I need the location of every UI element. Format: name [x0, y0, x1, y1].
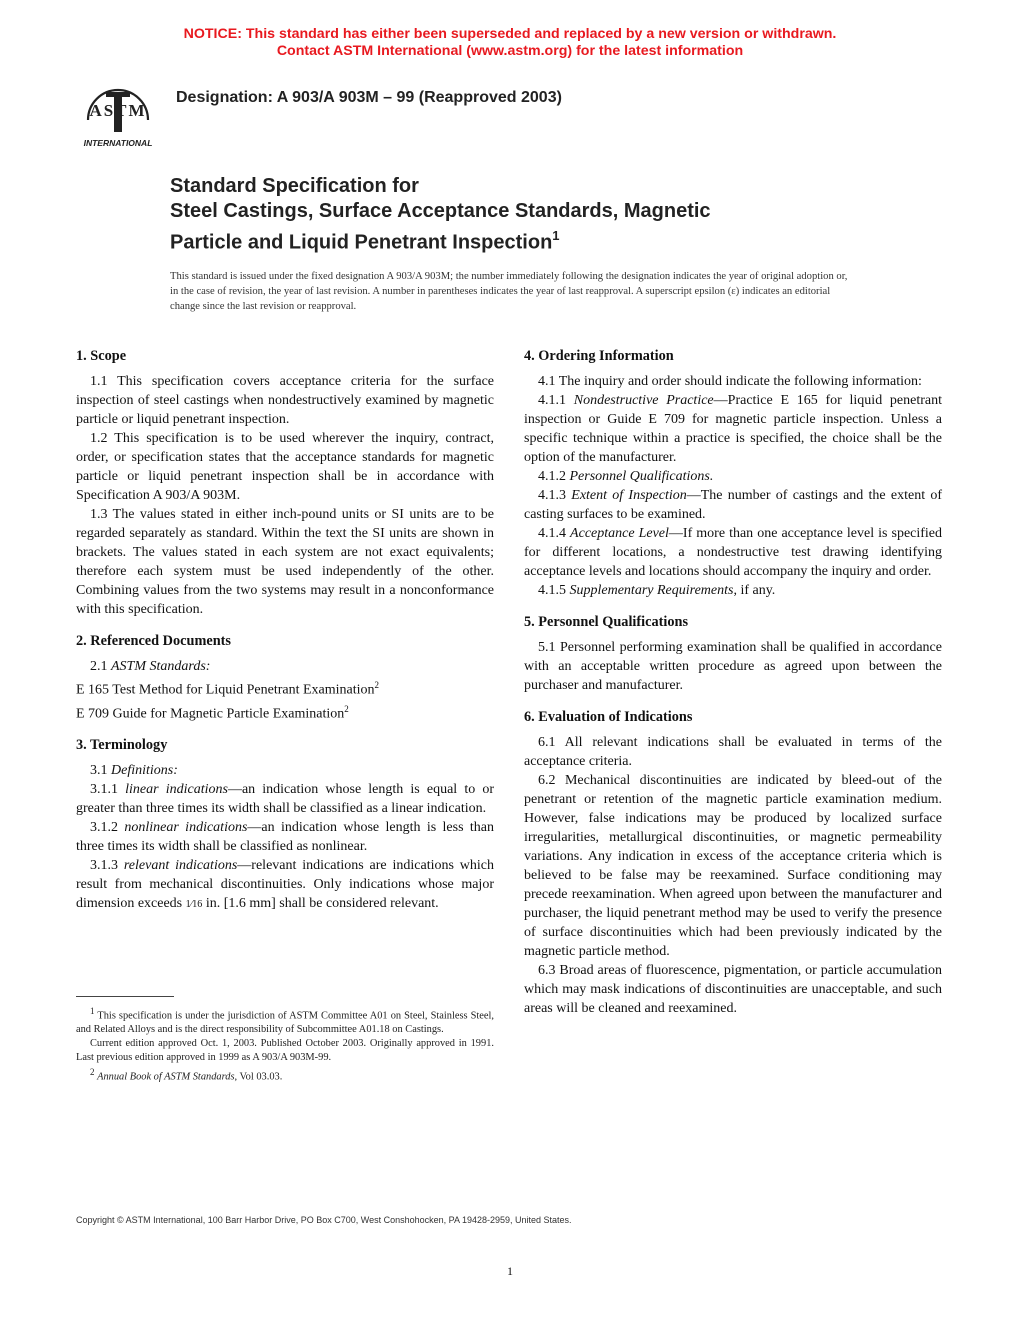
terminology-3-1-2-num: 3.1.2 — [90, 820, 118, 836]
terminology-3-1-3-text-a: —relevant indications are indications which result from mechanical discontinuities. Only indications whose major dimension exceeds — [76, 858, 494, 912]
terminology-3-1-2-text: —an indication whose length is less than three times its width shall be classified as nonlinear. — [76, 820, 494, 855]
supersede-notice — [0, 26, 1020, 60]
referenced-2-1 — [76, 657, 494, 676]
ordering-4-1-1-num: 4.1.1 — [538, 393, 566, 408]
ordering-4-1-4-term: Acceptance Level — [570, 526, 669, 541]
ordering-4-1-3-text: —The number of castings and the extent of casting surfaces to be examined. — [524, 488, 943, 522]
copyright-line: Copyright © ASTM International, 100 Barr Harbor Drive, PO Box C700, West Conshohocken, PA 19428-2959, United States. — [76, 1215, 572, 1225]
logo-letters: ASTM — [89, 101, 147, 120]
scope-1-2: 1.2 This specification is to be used wherever the inquiry, contract, order, or specification states that the acceptance standards for magnetic particle or liquid penetrant inspection shall be in accordance with Specification A 903/A 903M. — [76, 431, 494, 503]
terminology-3-1-2 — [76, 818, 494, 856]
footnote-2 — [76, 1065, 494, 1084]
reference-e709 — [76, 700, 494, 724]
evaluation-6-2: 6.2 Mechanical discontinuities are indicated by bleed-out of the penetrant or retention of the magnetic particle examination medium. However, false indications may be produced by localized surface irregularities, metallurgical discontinuities, or magnetic permeability variations. Any indication in excess of the acceptance criteria which is believed to be false may be reexamined. Surface conditioning may precede reexamination. When agreed upon between the manufacturer and purchaser, the liquid penetrant method may be used to verify the presence of surface discontinuities which had been previously indicated by the magnetic particle method. — [524, 773, 942, 959]
footnote-divider — [76, 996, 174, 997]
title-line-1: Standard Specification for — [170, 175, 419, 197]
evaluation-heading: 6. Evaluation of Indications — [524, 709, 693, 725]
footnotes — [76, 1004, 494, 1085]
section-evaluation — [524, 706, 942, 1018]
footnote-1-marker: 1 — [90, 1006, 95, 1016]
footnote-2-marker: 2 — [90, 1067, 95, 1078]
terminology-3-1 — [76, 761, 494, 780]
footnote-2-title: Annual Book of ASTM Standards — [97, 1071, 235, 1083]
terminology-3-1-1-term: linear indications — [125, 782, 228, 798]
section-ordering-information — [524, 345, 942, 600]
referenced-heading: 2. Referenced Documents — [76, 633, 231, 649]
referenced-2-1-num: 2.1 — [90, 659, 108, 674]
terminology-3-1-3-text-b: in. [1.6 mm] shall be considered relevant. — [202, 896, 439, 912]
ordering-4-1-1-term: Nondestructive Practice — [573, 393, 714, 408]
ordering-4-1-4-num: 4.1.4 — [538, 526, 566, 541]
title-line-3: Particle and Liquid Penetrant Inspection — [170, 231, 553, 254]
issue-note: This standard is issued under the fixed designation A 903/A 903M; the number immediately following the designation indicates the year of original adoption or, in the case of revision, the year of last revision. A number in parentheses indicates the year of last reapproval. A superscript epsilon (ε) indicates an editorial change since the last revision or reapproval. — [170, 271, 848, 312]
ordering-4-1-4 — [524, 524, 942, 581]
ordering-4-1-5-term: Supplementary Requirements — [569, 583, 734, 598]
ordering-4-1-2-num: 4.1.2 — [538, 469, 566, 484]
page-number: 1 — [507, 1264, 513, 1278]
scope-1-1: 1.1 This specification covers acceptance criteria for the surface inspection of steel castings when nondestructively examined by magnetic particle or liquid penetrant inspection. — [76, 374, 494, 427]
section-terminology — [76, 734, 494, 914]
ordering-4-1-4-text: —If more than one acceptance level is specified for different locations, a nondestructive test drawing identifying acceptance levels and locations should accompany the inquiry and order. — [524, 526, 943, 579]
left-column — [76, 345, 494, 925]
terminology-3-1-2-term: nonlinear indications — [124, 820, 248, 836]
ordering-4-1: 4.1 The inquiry and order should indicate the following information: — [538, 374, 922, 389]
reference-e165-text: E 165 Test Method for Liquid Penetrant Examination — [76, 682, 375, 698]
terminology-heading: 3. Terminology — [76, 737, 168, 754]
footnote-1 — [76, 1004, 494, 1037]
ordering-4-1-5-num: 4.1.5 — [538, 583, 566, 598]
reference-e165 — [76, 676, 494, 700]
terminology-3-1-title: Definitions: — [111, 763, 178, 779]
terminology-3-1-1 — [76, 780, 494, 818]
scope-heading: 1. Scope — [76, 348, 127, 364]
scope-1-3: 1.3 The values stated in either inch-pound units or SI units are to be regarded separately as standard. Within the text the SI units are shown in brackets. The values stated in each system are not exact equivalents; therefore each system must be used independently of the other. Combining values from the two systems may result in a nonconformance with this specification. — [76, 507, 494, 617]
section-scope — [76, 345, 494, 619]
right-column — [524, 345, 942, 1029]
ordering-4-1-3-term: Extent of Inspection — [571, 488, 687, 503]
section-personnel-qualifications — [524, 611, 942, 695]
astm-logo — [76, 74, 160, 150]
terminology-3-1-1-num: 3.1.1 — [90, 782, 118, 798]
section-referenced-documents — [76, 630, 494, 723]
terminology-3-1-num: 3.1 — [90, 763, 108, 779]
reference-e709-text: E 709 Guide for Magnetic Particle Examination — [76, 706, 345, 722]
logo-international: INTERNATIONAL — [83, 138, 153, 148]
ordering-4-1-2-term: Personnel Qualifications. — [569, 469, 714, 484]
terminology-3-1-3-term: relevant indications — [123, 858, 238, 874]
ordering-4-1-2 — [524, 467, 942, 486]
evaluation-6-3: 6.3 Broad areas of fluorescence, pigmentation, or particle accumulation which may mask indications of discontinuities are unacceptable, and such areas will be cleaned and reexamined. — [524, 963, 942, 1016]
ordering-4-1-1 — [524, 391, 942, 467]
referenced-2-1-title: ASTM Standards: — [111, 659, 211, 674]
footnote-2-text: , Vol 03.03. — [234, 1071, 283, 1083]
ordering-4-1-3 — [524, 486, 942, 524]
footnote-1-edition: Current edition approved Oct. 1, 2003. Published October 2003. Originally approved in 1991. Last previous edition approved in 1999 as A 903/A 903M-99. — [76, 1038, 494, 1064]
ordering-4-1-1-text: —Practice E 165 for liquid penetrant inspection or Guide E 709 for magnetic particle inspection. Unless a specific technique within a practice is specified, the choice shall be the option of the manufacturer. — [524, 393, 943, 465]
ordering-heading: 4. Ordering Information — [524, 348, 674, 364]
ordering-4-1-5 — [524, 581, 942, 600]
terminology-3-1-1-text: —an indication whose length is equal to or greater than three times its width shall be classified as a linear indication. — [76, 782, 494, 817]
notice-line-1: NOTICE: This standard has either been superseded and replaced by a new version or withdrawn. — [183, 26, 837, 42]
terminology-3-1-3-fraction: 1⁄16 — [185, 899, 203, 911]
title-footnote-ref: 1 — [552, 228, 560, 243]
personnel-heading: 5. Personnel Qualifications — [524, 614, 689, 630]
footnote-1-text: This specification is under the jurisdiction of ASTM Committee A01 on Steel, Stainless Steel, and Related Alloys and is the direct responsibility of Subcommittee A01.18 on Castings. — [76, 1010, 494, 1036]
ordering-4-1-3-num: 4.1.3 — [538, 488, 566, 503]
notice-line-2: Contact ASTM International (www.astm.org) for the latest information — [276, 43, 744, 59]
reference-e709-sup: 2 — [344, 703, 349, 714]
document-title — [170, 174, 930, 256]
ordering-4-1-5-text: , if any. — [733, 583, 776, 598]
terminology-3-1-3-num: 3.1.3 — [90, 858, 118, 874]
title-line-2: Steel Castings, Surface Acceptance Standards, Magnetic — [170, 200, 711, 222]
reference-e165-sup: 2 — [374, 680, 380, 690]
evaluation-6-1: 6.1 All relevant indications shall be evaluated in terms of the acceptance criteria. — [524, 735, 942, 769]
terminology-3-1-3 — [76, 856, 494, 914]
designation: Designation: A 903/A 903M – 99 (Reapproved 2003) — [176, 89, 562, 106]
personnel-5-1: 5.1 Personnel performing examination shall be qualified in accordance with an acceptable written procedure as agreed upon between the purchaser and manufacturer. — [524, 640, 942, 693]
